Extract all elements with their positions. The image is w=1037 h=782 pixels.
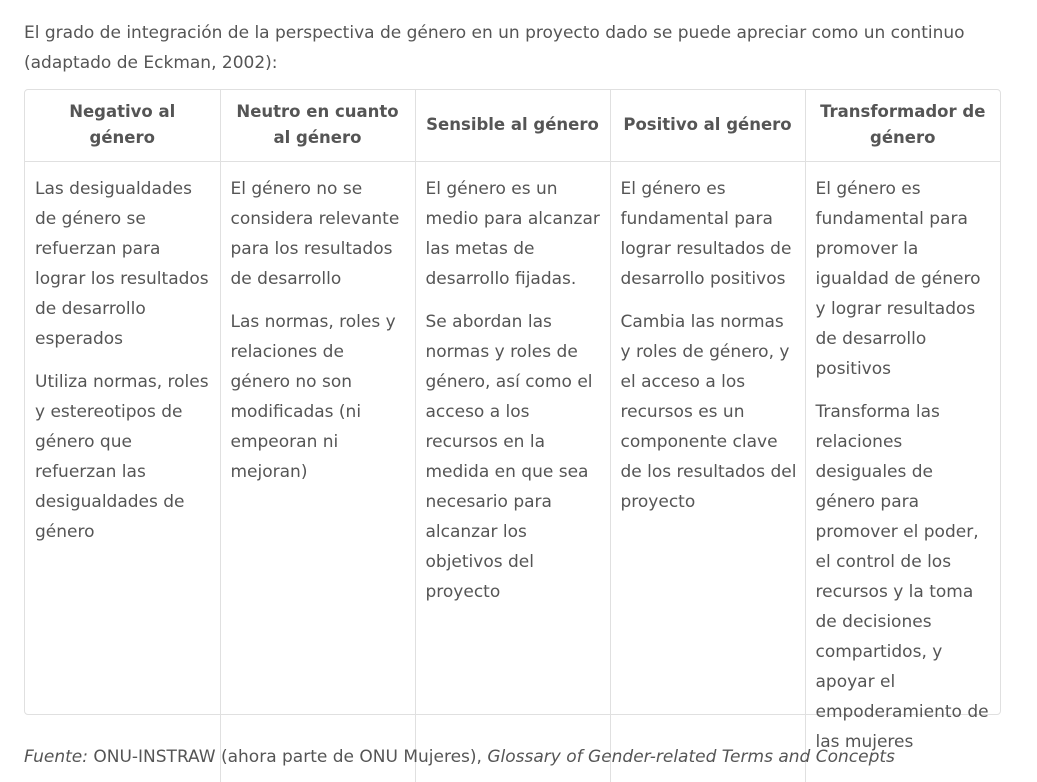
- cell-paragraph: Se abordan las normas y roles de género, así como el acceso a los recursos en la medida en que sea necesario para alcanzar los objetivos del proyecto: [425, 311, 593, 602]
- source-text: ONU-INSTRAW (ahora parte de ONU Mujeres),: [87, 747, 488, 767]
- cell-neutro: [220, 161, 415, 782]
- source-title: Glossary of Gender-related Terms and Concepts: [487, 747, 895, 767]
- header-transformador: Transformador de género: [805, 90, 1000, 161]
- source-label: Fuente:: [24, 747, 88, 767]
- source-citation: [24, 742, 895, 772]
- table-header-row: [25, 90, 1000, 161]
- cell-paragraph: Transforma las relaciones desiguales de género para promover el poder, el control de los recursos y la toma de decisiones compartidos, y apoyar el empoderamiento de las mujeres: [815, 401, 989, 752]
- header-positivo: Positivo al género: [610, 90, 805, 161]
- cell-paragraph: Las normas, roles y relaciones de género no son modificadas (ni empeoran ni mejoran): [230, 311, 396, 482]
- gender-continuum-table: [24, 89, 1001, 752]
- cell-paragraph: El género es un medio para alcanzar las metas de desarrollo fijadas.: [425, 178, 600, 289]
- cell-paragraph: Las desigualdades de género se refuerzan para lograr los resultados de desarrollo esperados: [35, 178, 209, 349]
- cell-paragraph: El género es fundamental para lograr resultados de desarrollo positivos: [620, 178, 792, 289]
- cell-negativo: [25, 161, 220, 782]
- cell-transformador: [805, 161, 1000, 782]
- header-neutro: Neutro en cuanto al género: [220, 90, 415, 161]
- header-negativo: Negativo al género: [25, 90, 220, 161]
- cell-paragraph: Cambia las normas y roles de género, y el acceso a los recursos es un componente clave de los resultados del proyecto: [620, 311, 797, 512]
- intro-paragraph: El grado de integración de la perspectiva de género en un proyecto dado se puede apreciar como un continuo (adaptado de Eckman, 2002):: [24, 23, 965, 73]
- cell-paragraph: El género es fundamental para promover la igualdad de género y lograr resultados de desarrollo positivos: [815, 178, 981, 379]
- cell-sensible: [415, 161, 610, 782]
- table-row: [25, 161, 1000, 782]
- cell-positivo: [610, 161, 805, 782]
- cell-paragraph: Utiliza normas, roles y estereotipos de género que refuerzan las desigualdades de género: [35, 371, 209, 542]
- cell-paragraph: El género no se considera relevante para los resultados de desarrollo: [230, 178, 400, 289]
- header-sensible: Sensible al género: [415, 90, 610, 161]
